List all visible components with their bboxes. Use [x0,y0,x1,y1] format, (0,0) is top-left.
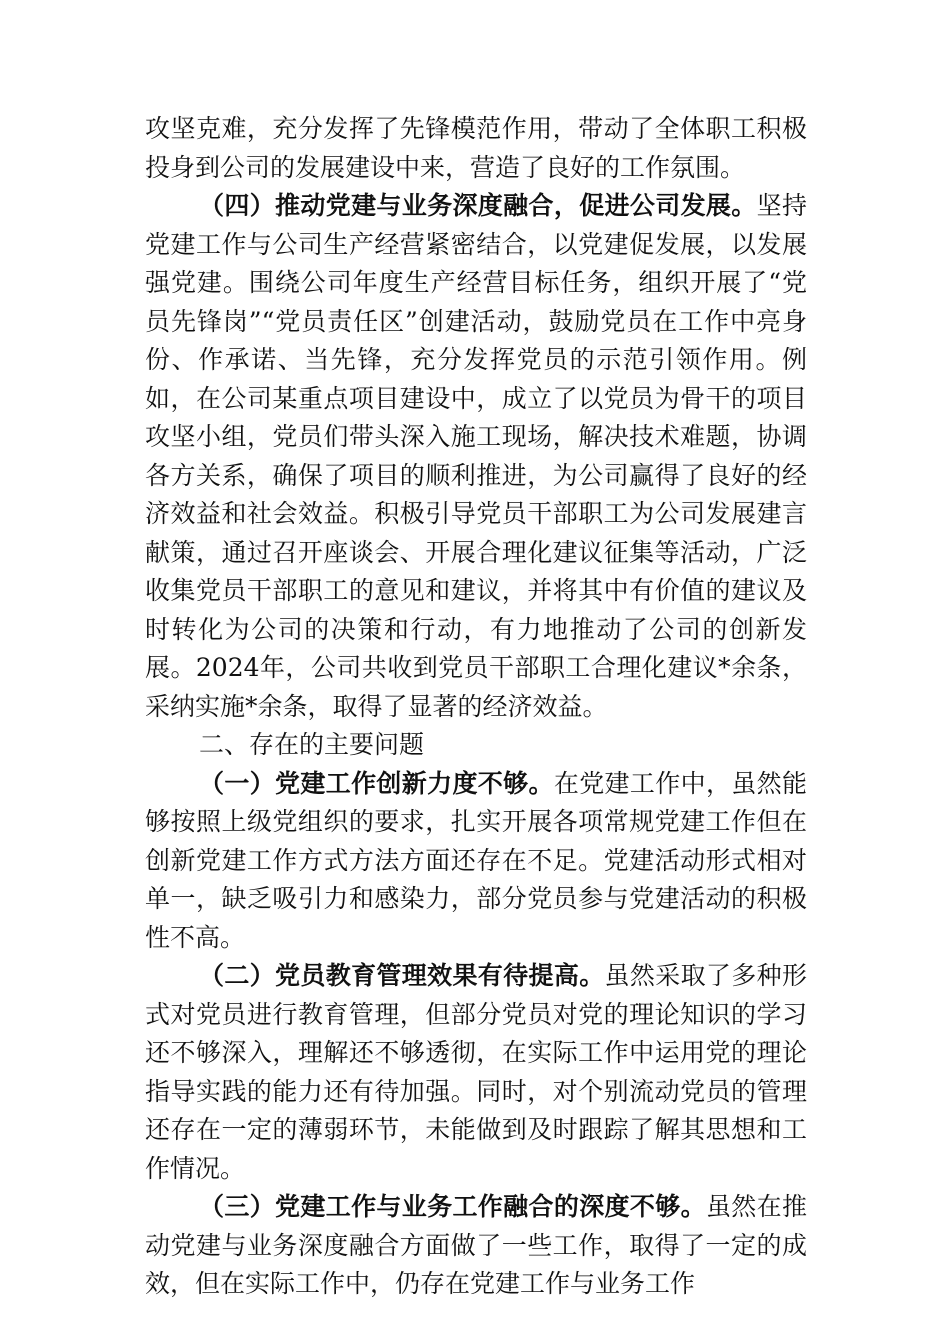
paragraph-body: 虽然在推动党建与业务深度融合方面做了一些工作，取得了一定的成效，但在实际工作中，仍存在党建工作与业务工作 [145,1192,807,1298]
paragraph-lead: （一）党建工作创新力度不够。 [199,768,554,798]
paragraph-lead: （二）党员教育管理效果有待提高。 [199,961,605,990]
document-page [145,110,807,1304]
paragraph-body: 坚持党建工作与公司生产经营紧密结合，以党建促发展，以发展强党建。围绕公司年度生产经营目标任务，组织开展了“党员先锋岗”“党员责任区”创建活动，鼓励党员在工作中亮身份、作承诺、当先锋，充分发挥党员的示范引领作用。例如，在公司某重点项目建设中，成立了以党员为骨干的项目攻坚小组，党员们带头深入施工现场，解决技术难题，协调各方关系，确保了项目的顺利推进，为公司赢得了良好的经济效益和社会效益。积极引导党员干部职工为公司发展建言献策，通过召开座谈会、开展合理化建议征集等活动，广泛收集党员干部职工的意见和建议，并将其中有价值的建议及时转化为公司的决策和行动，有力地推动了公司的创新发展。2024年，公司共收到党员干部职工合理化建议*余条，采纳实施*余条，取得了显著的经济效益。 [145,191,807,721]
paragraph-issue-3 [145,1188,807,1304]
paragraph-issue-2 [145,957,807,1188]
paragraph-continuation [145,110,807,187]
paragraph-section-4 [145,187,807,726]
paragraph-lead: （四）推动党建与业务深度融合，促进公司发展。 [199,191,757,220]
paragraph-body: 在党建工作中，虽然能够按照上级党组织的要求，扎实开展各项常规党建工作但在创新党建工作方式方法方面还存在不足。党建活动形式相对单一，缺乏吸引力和感染力，部分党员参与党建活动的积极性不高。 [145,768,807,952]
paragraph-issue-1 [145,765,807,958]
paragraph-body: 攻坚克难，充分发挥了先锋模范作用，带动了全体职工积极投身到公司的发展建设中来，营造了良好的工作氛围。 [145,114,807,182]
paragraph-body: 虽然采取了多种形式对党员进行教育管理，但部分党员对党的理论知识的学习还不够深入，理解还不够透彻，在实际工作中运用党的理论指导实践的能力还有待加强。同时，对个别流动党员的管理还存在一定的薄弱环节，未能做到及时跟踪了解其思想和工作情况。 [145,961,807,1183]
paragraph-lead: （三）党建工作与业务工作融合的深度不够。 [199,1192,706,1221]
section-heading: 二、存在的主要问题 [199,730,425,759]
